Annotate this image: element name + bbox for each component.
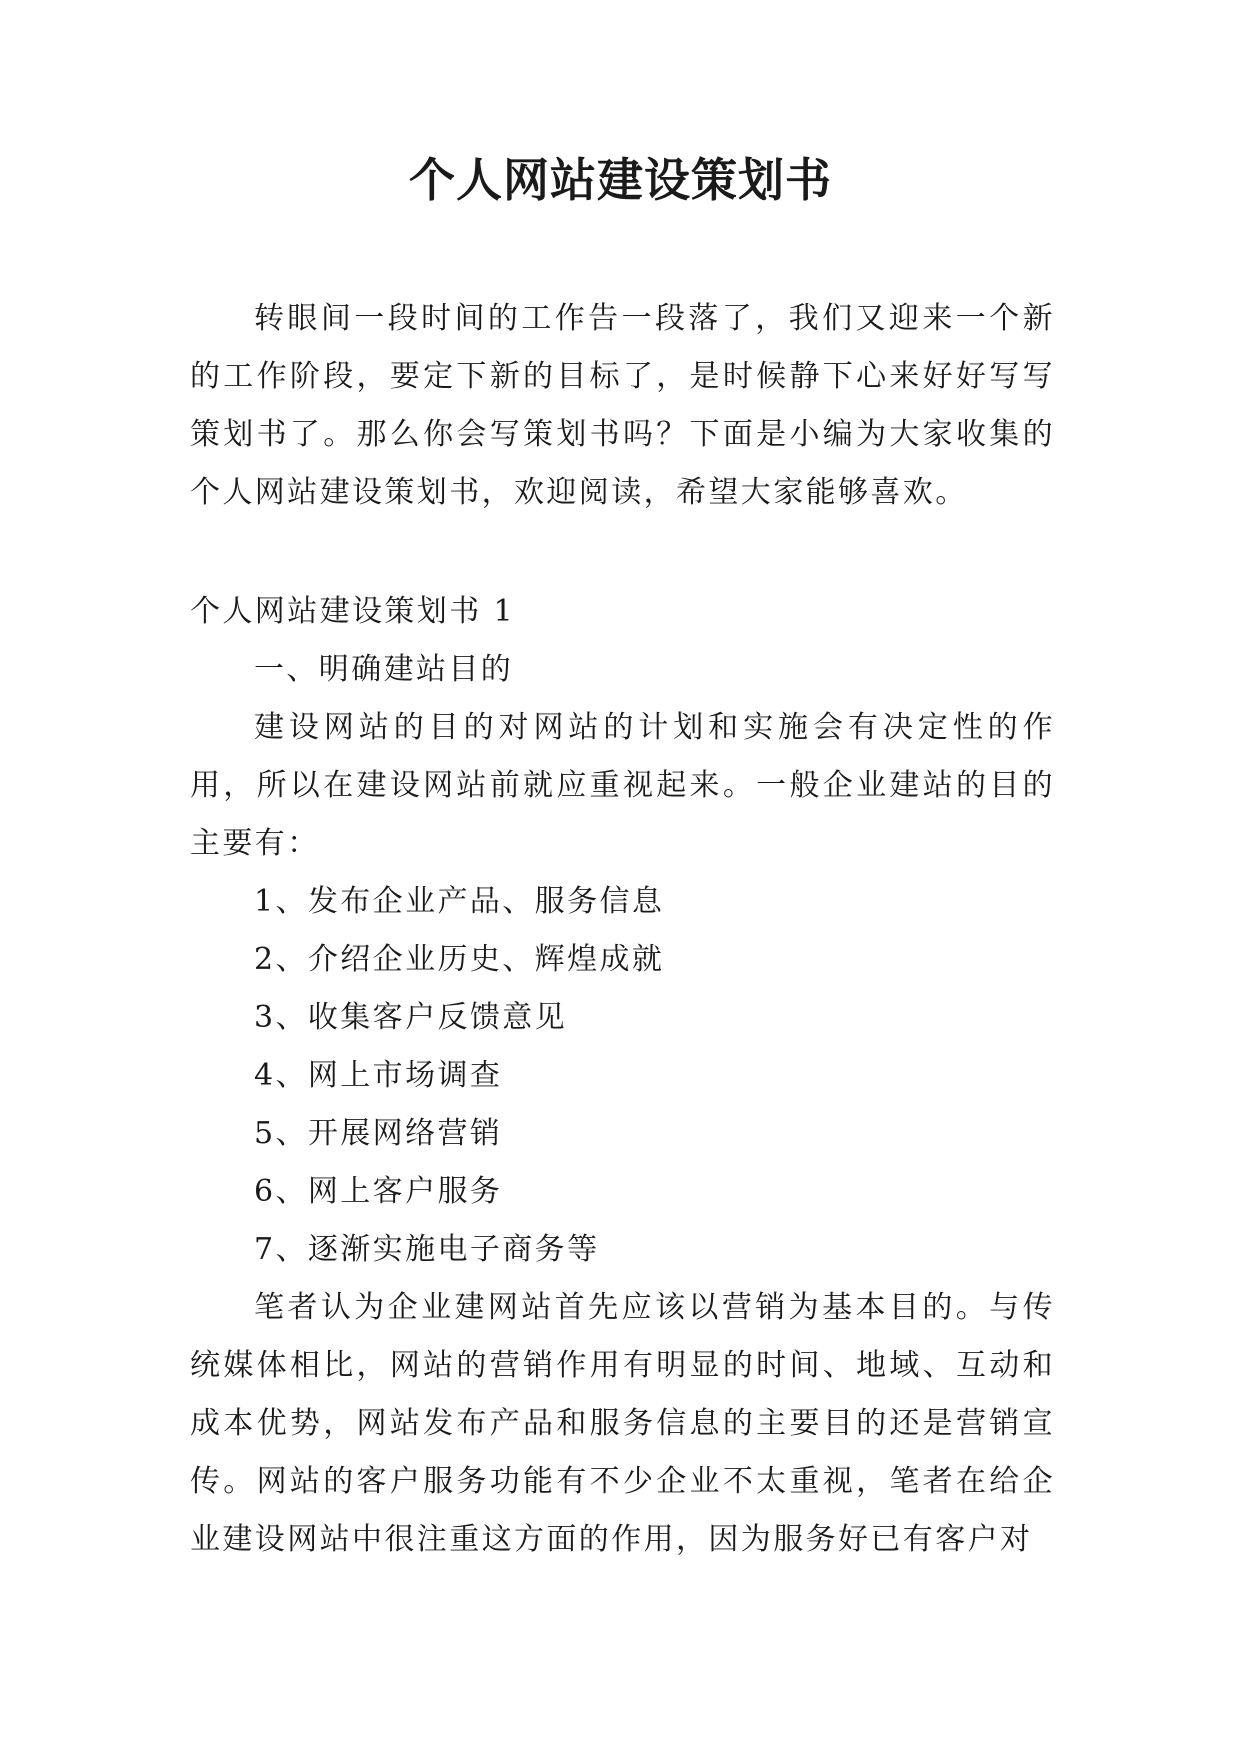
list-item: 7、逐渐实施电子商务等 [254, 1232, 600, 1267]
purpose-paragraph: 建设网站的目的对网站的计划和实施会有决定性的作用，所以在建设网站前就应重视起来。一般企业建站的目的主要有： [190, 710, 1055, 861]
document-title: 个人网站建设策划书 [409, 153, 832, 207]
list-item: 2、介绍企业历史、辉煌成就 [254, 942, 665, 977]
section-heading: 一、明确建站目的 [254, 652, 514, 687]
list-item: 1、发布企业产品、服务信息 [254, 884, 665, 919]
list-item: 6、网上客户服务 [254, 1174, 503, 1209]
author-paragraph: 笔者认为企业建网站首先应该以营销为基本目的。与传统媒体相比，网站的营销作用有明显的时间、地域、互动和成本优势，网站发布产品和服务信息的主要目的还是营销宣传。网站的客户服务功能有不少企业不太重视，笔者在给企业建设网站中很注重这方面的作用，因为服务好已有客户对 [190, 1290, 1055, 1557]
section-title: 个人网站建设策划书 1 [190, 594, 516, 629]
list-item: 5、开展网络营销 [254, 1116, 503, 1151]
purpose-list [190, 873, 1055, 1279]
list-item: 4、网上市场调查 [254, 1058, 503, 1093]
intro-paragraph: 转眼间一段时间的工作告一段落了，我们又迎来一个新的工作阶段，要定下新的目标了，是时候静下心来好好写写策划书了。那么你会写策划书吗？下面是小编为大家收集的个人网站建设策划书，欢迎阅读，希望大家能够喜欢。 [190, 301, 1055, 510]
list-item: 3、收集客户反馈意见 [254, 1000, 568, 1035]
